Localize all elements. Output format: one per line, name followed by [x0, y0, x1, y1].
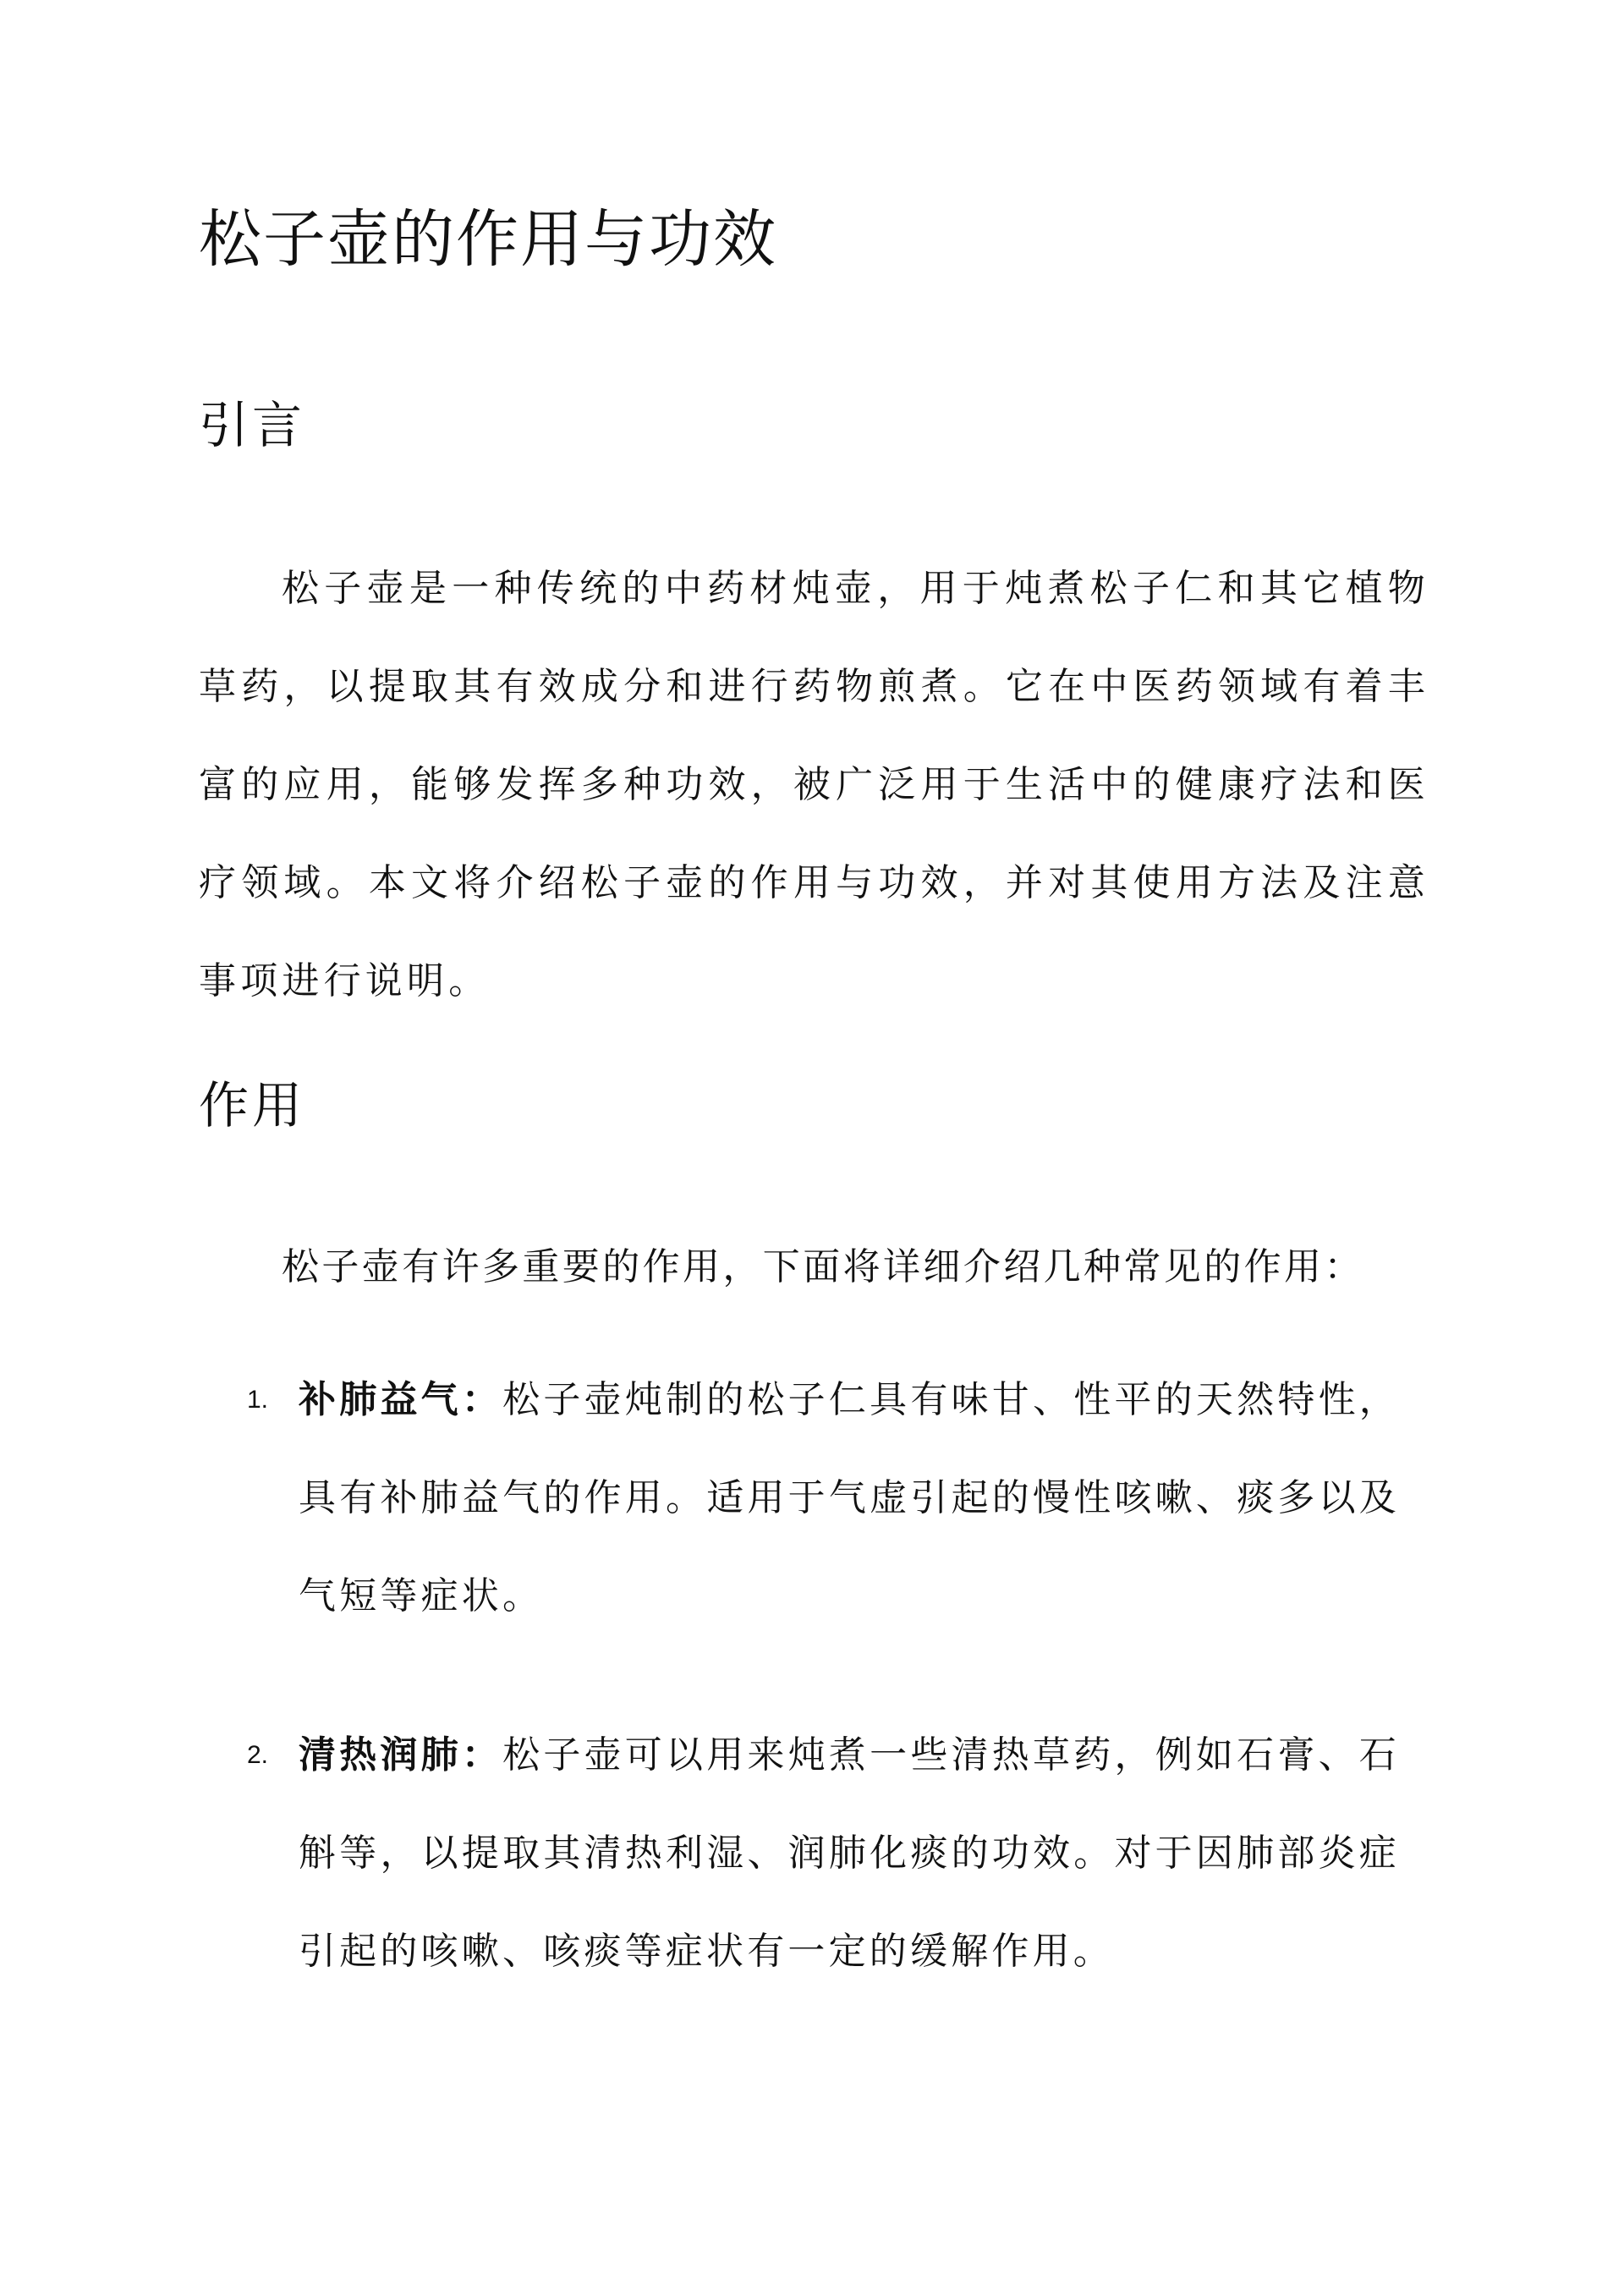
role-intro-paragraph: 松子壶有许多重要的作用，下面将详细介绍几种常见的作用：: [282, 1245, 1364, 1288]
effects-list: [199, 1351, 1400, 2062]
list-item: [199, 1351, 1400, 1645]
list-item-text: 松子壶炖制的松子仁具有味甘、性平的天然特性，具有补肺益气的作用。适用于气虚引起的慢性咳嗽、痰多以及气短等症状。: [299, 1378, 1401, 1618]
section-heading-role: 作用: [199, 1076, 306, 1134]
section-heading-intro: 引言: [199, 396, 306, 454]
list-item-body: [299, 1706, 1400, 2001]
list-item: [199, 1706, 1400, 2001]
list-item-text: 松子壶可以用来炖煮一些清热草药，例如石膏、石斛等，以提取其清热利湿、润肺化痰的功效。对于因肺部炎症引起的咳嗽、咳痰等症状有一定的缓解作用。: [299, 1733, 1401, 1973]
intro-paragraph: 松子壶是一种传统的中药材炖壶，用于炖煮松子仁和其它植物草药，以提取其有效成分和进行药物煎煮。它在中医药领域有着丰富的应用，能够发挥多种功效，被广泛用于生活中的健康疗法和医疗领域。本文将介绍松子壶的作用与功效，并对其使用方法及注意事项进行说明。: [199, 567, 1429, 1002]
list-item-term: 清热润肺：: [299, 1733, 503, 1777]
document-title: 松子壶的作用与功效: [199, 203, 777, 276]
list-item-body: [299, 1351, 1400, 1645]
list-item-number: 2.: [247, 1741, 269, 1769]
list-item-term: 补肺益气：: [299, 1378, 503, 1421]
list-item-number: 1.: [247, 1386, 269, 1414]
